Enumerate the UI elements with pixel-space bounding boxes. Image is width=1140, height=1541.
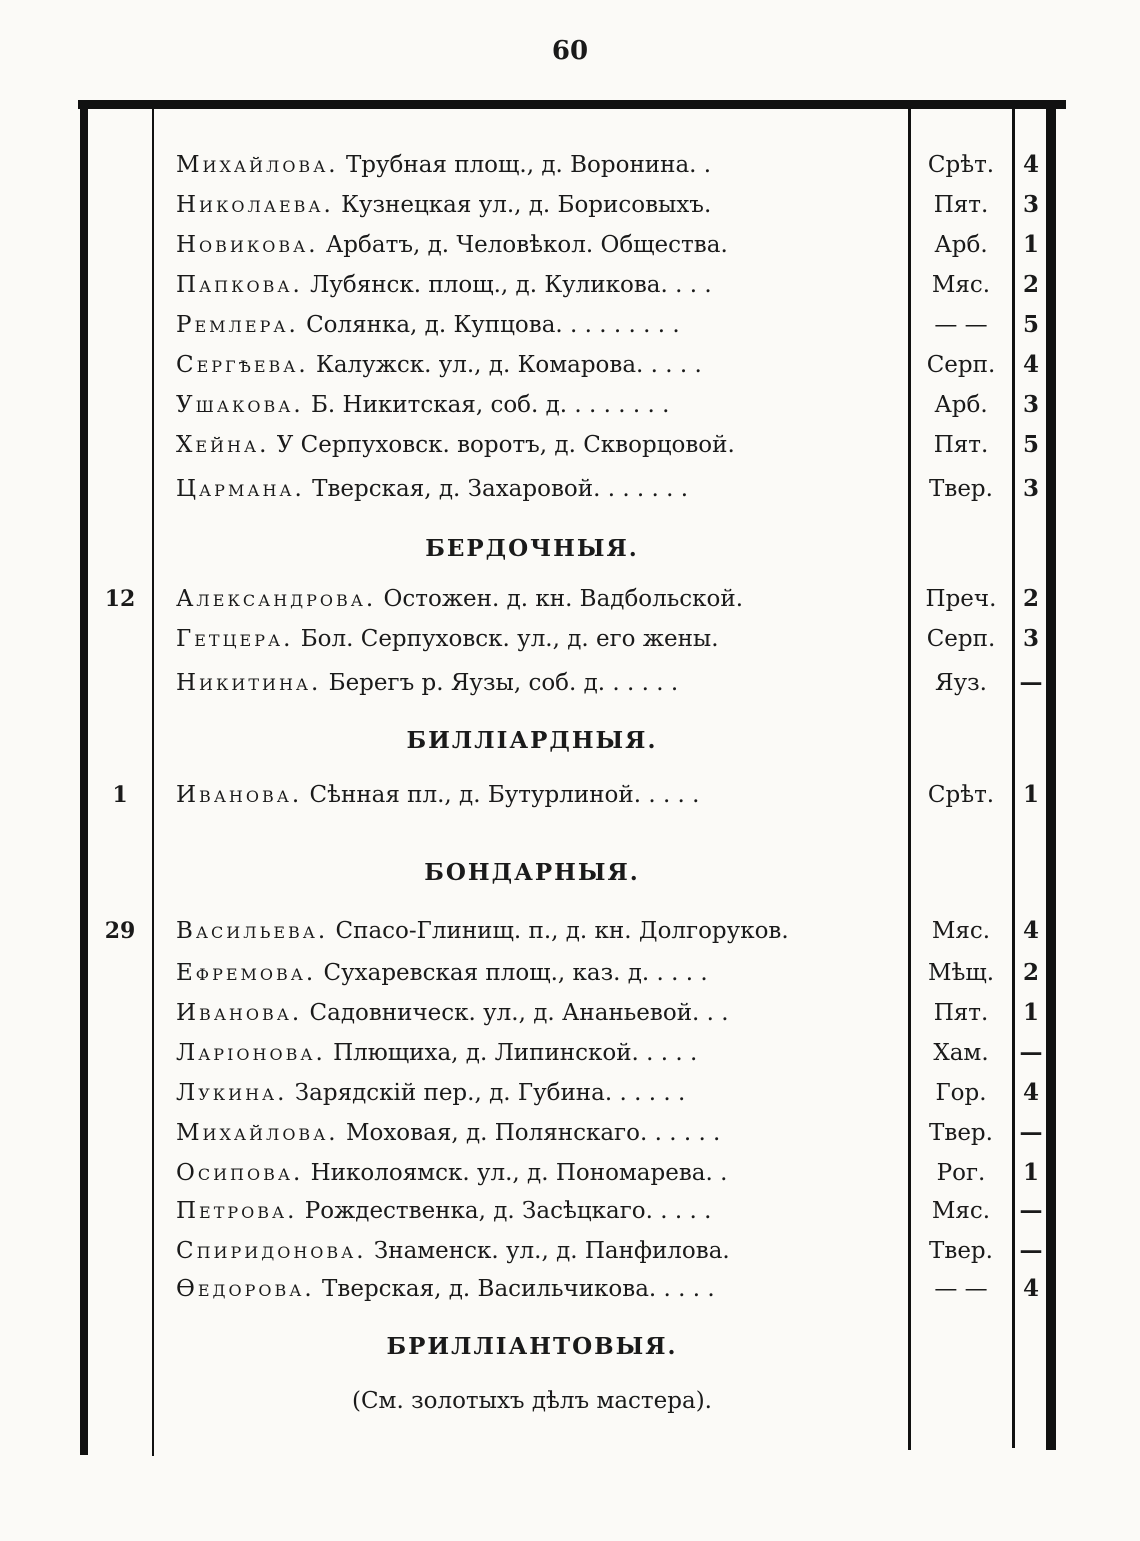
table-row: [0, 386, 1140, 424]
address: Николоямск. ул., д. Пономарева. .: [310, 1160, 728, 1186]
table-row: [0, 346, 1140, 384]
master-surname: Цармана.: [176, 476, 305, 502]
section-heading: [0, 854, 1140, 892]
master-surname: Ѳедорова.: [176, 1276, 315, 1302]
table-row: [0, 620, 1140, 658]
table-row: [0, 186, 1140, 224]
address: Рождественка, д. Засѣцкаго. . . . .: [304, 1198, 712, 1224]
table-row: [0, 994, 1140, 1032]
district: Мяс.: [931, 1198, 991, 1224]
table-top-rule: [78, 100, 1066, 109]
master-surname: Ефремова.: [176, 960, 317, 986]
quantity: 4: [1022, 1079, 1039, 1106]
master-surname: Хейна.: [176, 432, 270, 458]
table-row: [0, 1034, 1140, 1072]
address: Сѣнная пл., д. Бутурлиной. . . . .: [309, 782, 700, 808]
master-surname: Николаева.: [176, 192, 334, 218]
quantity: 4: [1022, 351, 1039, 378]
master-surname: Михайлова.: [176, 152, 339, 178]
table-row: [0, 426, 1140, 464]
district: — —: [934, 312, 988, 338]
master-surname: Ремлера.: [176, 312, 299, 338]
table-row: [0, 1114, 1140, 1152]
address: Трубная площ., д. Воронина. .: [345, 152, 712, 178]
address: Бол. Серпуховск. ул., д. его жены.: [300, 626, 719, 652]
quantity: —: [1019, 1237, 1043, 1264]
address: Б. Никитская, соб. д. . . . . . . .: [311, 392, 670, 418]
master-surname: Спиридонова.: [176, 1238, 367, 1264]
section-count: 29: [104, 918, 136, 944]
address: Моховая, д. Полянскаго. . . . . .: [345, 1120, 721, 1146]
master-surname: Осипова.: [176, 1160, 304, 1186]
table-row: [0, 1232, 1140, 1270]
district: Срѣт.: [927, 152, 995, 178]
section-heading-text: БЕРДОЧНЫЯ.: [425, 535, 639, 562]
section-heading-text: БОНДАРНЫЯ.: [424, 859, 640, 886]
table-row: [0, 146, 1140, 184]
section-count: 12: [104, 586, 136, 612]
section-count: 1: [112, 782, 128, 808]
table-row: [0, 1192, 1140, 1230]
quantity: 3: [1022, 391, 1039, 418]
table-row: [0, 954, 1140, 992]
table-row: [0, 580, 1140, 618]
quantity: 1: [1022, 1159, 1039, 1186]
master-surname: Сергѣева.: [176, 352, 309, 378]
table-row: [0, 470, 1140, 508]
address: Тверская, д. Васильчикова. . . . .: [322, 1276, 715, 1302]
district: Пят.: [933, 432, 989, 458]
quantity: 1: [1022, 781, 1039, 808]
master-surname: Ушакова.: [176, 392, 304, 418]
quantity: 3: [1022, 625, 1039, 652]
district: Серп.: [926, 626, 996, 652]
address: Зарядскій пер., д. Губина. . . . . .: [294, 1080, 686, 1106]
section-heading: [0, 530, 1140, 568]
district: Твер.: [929, 1120, 993, 1146]
quantity: 4: [1022, 151, 1039, 178]
district: Пят.: [933, 192, 989, 218]
quantity: 3: [1022, 191, 1039, 218]
address: Берегъ р. Яузы, соб. д. . . . . .: [328, 670, 679, 696]
district: Преч.: [925, 586, 997, 612]
district: Твер.: [929, 1238, 993, 1264]
address: Лубянск. площ., д. Куликова. . . .: [310, 272, 712, 298]
address: Спасо-Глинищ. п., д. кн. Долгоруков.: [335, 918, 789, 944]
page-number: 60: [551, 36, 589, 66]
quantity: 4: [1022, 1275, 1039, 1302]
district: Пят.: [933, 1000, 989, 1026]
master-surname: Новикова.: [176, 232, 319, 258]
section-heading: [0, 1328, 1140, 1366]
address: Калужск. ул., д. Комарова. . . . .: [316, 352, 702, 378]
table-row: [0, 1270, 1140, 1308]
district: Мяс.: [931, 918, 991, 944]
address: Садовническ. ул., д. Ананьевой. . .: [309, 1000, 729, 1026]
district: Рог.: [936, 1160, 986, 1186]
quantity: 2: [1022, 271, 1039, 298]
master-surname: Папкова.: [176, 272, 303, 298]
district: Яуз.: [935, 670, 987, 696]
address: Знаменск. ул., д. Панфилова.: [373, 1238, 730, 1264]
table-row: [0, 266, 1140, 304]
quantity: —: [1019, 1197, 1043, 1224]
master-surname: Никитина.: [176, 670, 322, 696]
district: Хам.: [933, 1040, 989, 1066]
section-heading: [0, 722, 1140, 760]
quantity: —: [1019, 1119, 1043, 1146]
district: Мѣщ.: [927, 960, 995, 986]
address: Сухаревская площ., каз. д. . . . .: [323, 960, 708, 986]
master-surname: Александрова.: [176, 586, 377, 612]
quantity: 2: [1022, 585, 1039, 612]
cross-reference-note: [0, 1382, 1140, 1420]
district: Серп.: [926, 352, 996, 378]
master-surname: Иванова.: [176, 782, 303, 808]
section-heading-text: БРИЛЛІАНТОВЫЯ.: [386, 1333, 678, 1360]
quantity: 2: [1022, 959, 1039, 986]
address: Кузнецкая ул., д. Борисовыхъ.: [341, 192, 712, 218]
district: Арб.: [934, 232, 988, 258]
master-surname: Михайлова.: [176, 1120, 339, 1146]
quantity: —: [1019, 1039, 1043, 1066]
master-surname: Васильева.: [176, 918, 329, 944]
table-row: [0, 1074, 1140, 1112]
master-surname: Гетцера.: [176, 626, 294, 652]
district: Срѣт.: [927, 782, 995, 808]
quantity: 5: [1022, 431, 1039, 458]
master-surname: Иванова.: [176, 1000, 303, 1026]
quantity: —: [1019, 669, 1043, 696]
table-row: [0, 226, 1140, 264]
address: Солянка, д. Купцова. . . . . . . . .: [306, 312, 680, 338]
quantity: 1: [1022, 231, 1039, 258]
district: — —: [934, 1276, 988, 1302]
table-row: [0, 1154, 1140, 1192]
table-row: [0, 776, 1140, 814]
district: Арб.: [934, 392, 988, 418]
master-surname: Петрова.: [176, 1198, 298, 1224]
address: Арбатъ, д. Человѣкол. Общества.: [325, 232, 728, 258]
master-surname: Лукина.: [176, 1080, 288, 1106]
address: Тверская, д. Захаровой. . . . . . .: [312, 476, 689, 502]
table-row: [0, 306, 1140, 344]
district: Гор.: [935, 1080, 987, 1106]
section-heading-text: БИЛЛІАРДНЫЯ.: [406, 727, 658, 754]
cross-reference-text: (См. золотыхъ дѣлъ мастера).: [351, 1388, 712, 1414]
quantity: 5: [1022, 311, 1039, 338]
district: Твер.: [929, 476, 993, 502]
address: Плющиха, д. Липинской. . . . .: [333, 1040, 698, 1066]
address: У Серпуховск. воротъ, д. Скворцовой.: [276, 432, 735, 458]
master-surname: Ларіонова.: [176, 1040, 326, 1066]
quantity: 3: [1022, 475, 1039, 502]
district: Мяс.: [931, 272, 991, 298]
quantity: 4: [1022, 917, 1039, 944]
quantity: 1: [1022, 999, 1039, 1026]
address: Остожен. д. кн. Вадбольской.: [383, 586, 744, 612]
table-row: [0, 912, 1140, 950]
table-row: [0, 664, 1140, 702]
